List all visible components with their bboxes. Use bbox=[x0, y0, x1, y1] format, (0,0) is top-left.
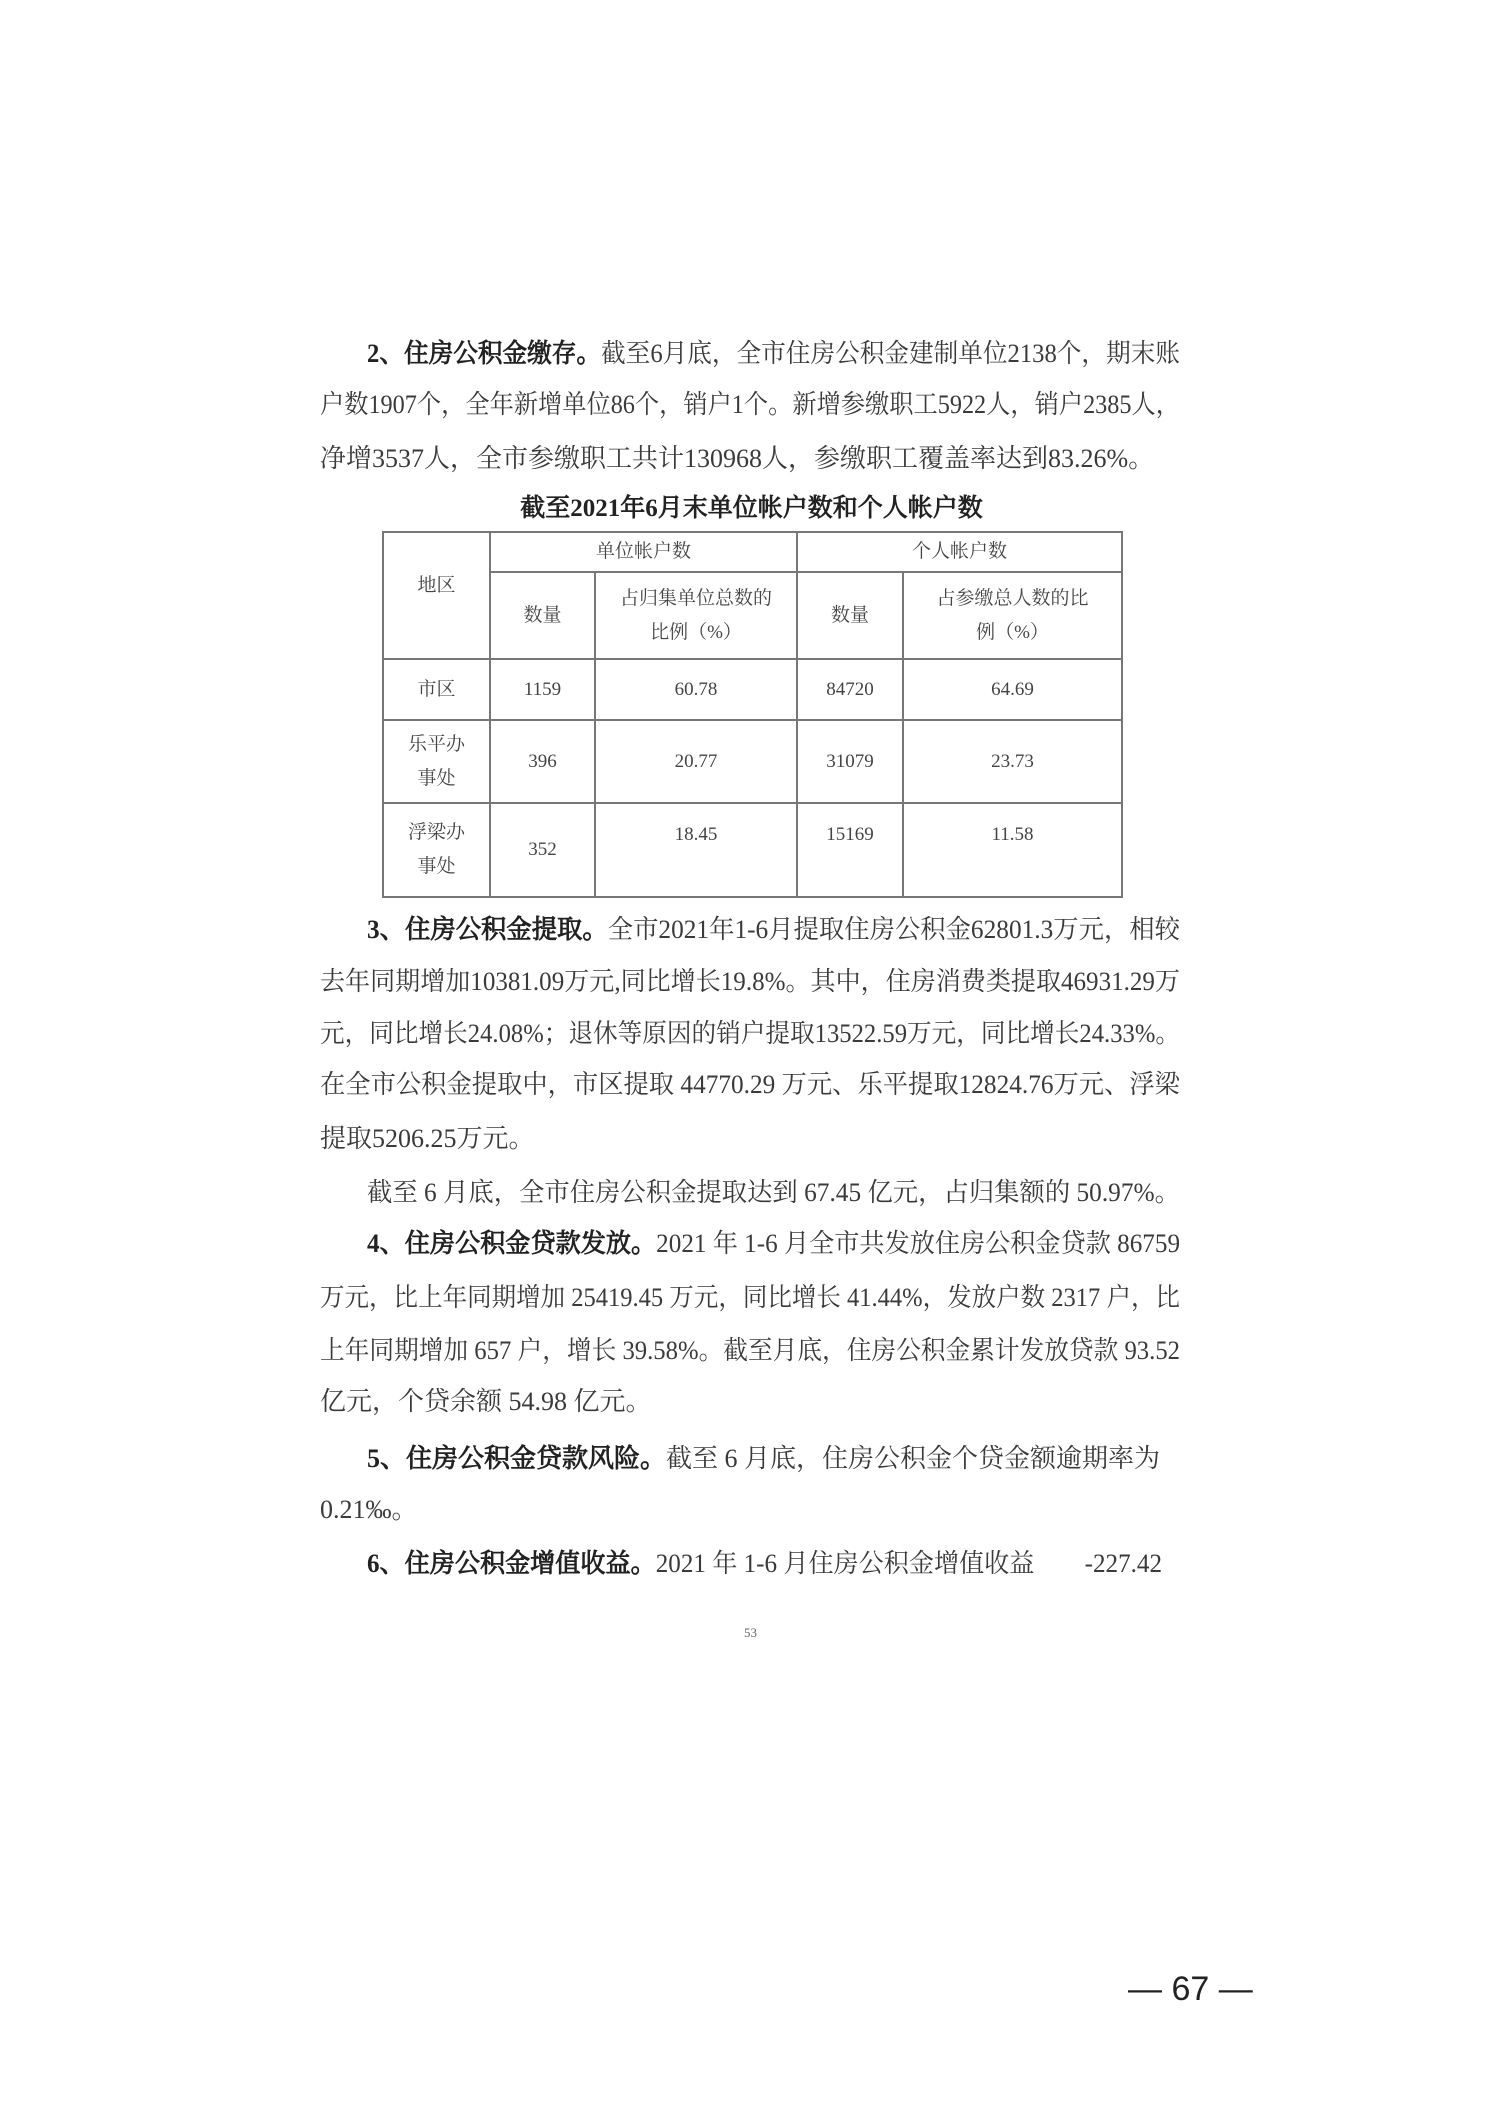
section-3-line-1 bbox=[367, 914, 1180, 946]
header-unit-count: 数量 bbox=[490, 572, 595, 659]
header-person-count: 数量 bbox=[797, 572, 903, 659]
cell-unit-count: 1159 bbox=[490, 659, 595, 720]
accounts-table bbox=[382, 531, 1123, 898]
section-6-heading: 6、住房公积金增值收益。 bbox=[367, 1549, 656, 1578]
section-4-heading: 4、住房公积金贷款发放。 bbox=[367, 1229, 657, 1258]
section-4-line-3: 上年同期增加 657 户，增长 39.58%。截至月底，住房公积金累计发放贷款 93.52 bbox=[320, 1336, 1181, 1365]
withdrawal-summary: 截至 6 月底，全市住房公积金提取达到 67.45 亿元，占归集额的 50.97%。 bbox=[367, 1178, 1180, 1207]
text: 2021 年 1-6 月全市共发放住房公积金贷款 86759 bbox=[656, 1229, 1181, 1258]
cell-region: 乐平办事处 bbox=[383, 720, 490, 803]
section-3-heading: 3、住房公积金提取。 bbox=[367, 915, 608, 944]
text: 截至 6 月底，住房公积金个贷金额逾期率为 bbox=[666, 1444, 1161, 1473]
table-row bbox=[383, 659, 1122, 720]
header-unit-ratio: 占归集单位总数的比例（%） bbox=[595, 572, 797, 659]
text: 截至6月底，全市住房公积金建制单位2138个，期末账 bbox=[601, 339, 1180, 368]
cell-person-count: 84720 bbox=[797, 659, 903, 720]
inner-page-number: 53 bbox=[744, 1625, 757, 1640]
cell-region: 浮梁办事处 bbox=[383, 803, 490, 897]
text: 2021 年 1-6 月住房公积金增值收益 -227.42 bbox=[655, 1549, 1163, 1578]
cell-unit-ratio: 18.45 bbox=[595, 803, 797, 897]
table-row bbox=[383, 803, 1122, 897]
cell-unit-ratio: 60.78 bbox=[595, 659, 797, 720]
header-person-group: 个人帐户数 bbox=[797, 532, 1122, 572]
cell-unit-count: 396 bbox=[490, 720, 595, 803]
page-number: — 67 — bbox=[1128, 1970, 1253, 2008]
cell-region: 市区 bbox=[383, 659, 490, 720]
cell-person-ratio: 23.73 bbox=[903, 720, 1122, 803]
header-unit-group: 单位帐户数 bbox=[490, 532, 797, 572]
section-2-heading: 2、住房公积金缴存。 bbox=[367, 339, 602, 368]
section-2-line-2: 户数1907个，全年新增单位86个，销户1个。新增参缴职工5922人，销户2385人， bbox=[320, 390, 1180, 419]
section-2-line-1 bbox=[367, 338, 1180, 370]
header-person-ratio: 占参缴总人数的比例（%） bbox=[903, 572, 1122, 659]
section-2-line-3: 净增3537人，全市参缴职工共计130968人，参缴职工覆盖率达到83.26%。 bbox=[320, 444, 1155, 473]
section-4-line-1 bbox=[367, 1228, 1180, 1260]
table-row bbox=[383, 720, 1122, 803]
section-3-line-4: 在全市公积金提取中，市区提取 44770.29 万元、乐平提取12824.76万元、浮梁 bbox=[320, 1070, 1180, 1099]
section-5-line-2: 0.21‰。 bbox=[320, 1495, 418, 1524]
section-3-line-2: 去年同期增加10381.09万元,同比增长19.8%。其中，住房消费类提取46931.29万 bbox=[320, 967, 1180, 996]
cell-person-count: 31079 bbox=[797, 720, 903, 803]
section-4-line-4: 亿元，个贷余额 54.98 亿元。 bbox=[320, 1387, 652, 1416]
section-4-line-2: 万元，比上年同期增加 25419.45 万元，同比增长 41.44%，发放户数 2317 户，比 bbox=[320, 1283, 1180, 1312]
cell-person-count: 15169 bbox=[797, 803, 903, 897]
cell-unit-count: 352 bbox=[490, 803, 595, 897]
section-6-line-1 bbox=[367, 1548, 1162, 1580]
text: 全市2021年1-6月提取住房公积金62801.3万元，相较 bbox=[607, 915, 1180, 944]
section-5-line-1 bbox=[367, 1443, 1160, 1475]
section-3-line-5: 提取5206.25万元。 bbox=[320, 1124, 535, 1153]
cell-person-ratio: 11.58 bbox=[903, 803, 1122, 897]
header-region: 地区 bbox=[383, 532, 490, 659]
section-3-line-3: 元，同比增长24.08%；退休等原因的销户提取13522.59万元，同比增长24.33%。 bbox=[320, 1019, 1180, 1048]
table-title: 截至2021年6月末单位帐户数和个人帐户数 bbox=[520, 495, 983, 522]
cell-person-ratio: 64.69 bbox=[903, 659, 1122, 720]
cell-unit-ratio: 20.77 bbox=[595, 720, 797, 803]
section-5-heading: 5、住房公积金贷款风险。 bbox=[367, 1444, 667, 1473]
